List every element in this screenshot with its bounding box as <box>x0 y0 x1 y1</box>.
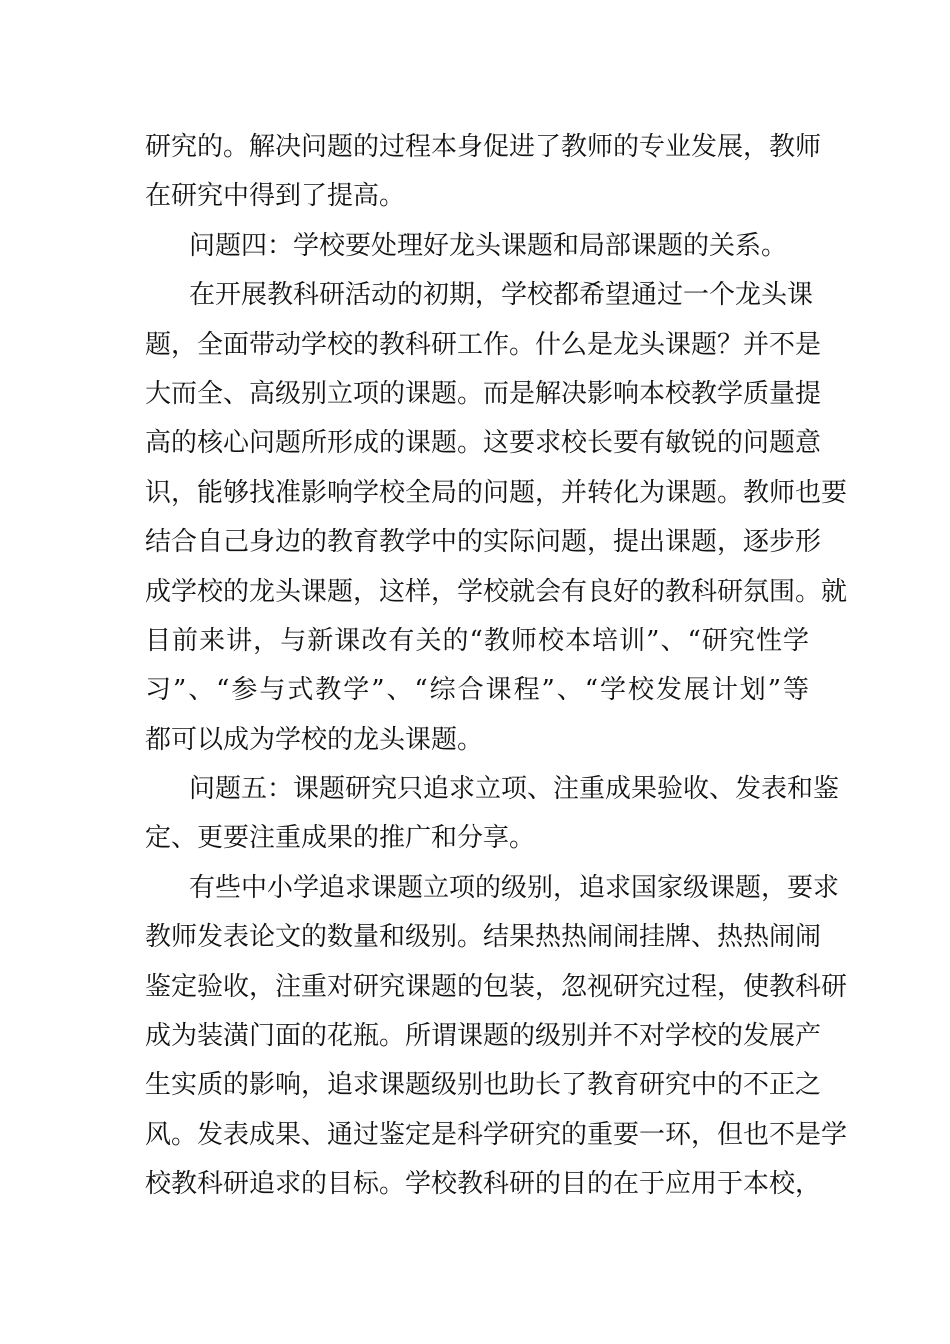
p3-line-4: 高的核心问题所形成的课题。这要求校长要有敏锐的问题意 <box>145 428 822 459</box>
p3-line-3: 大而全、高级别立项的课题。而是解决影响本校教学质量提 <box>145 378 822 409</box>
p3-line-2: 题，全面带动学校的教科研工作。什么是龙头课题？并不是 <box>145 329 822 360</box>
p1-line-2: 在研究中得到了提高。 <box>145 181 406 212</box>
p4-line-1: 问题五：课题研究只追求立项、注重成果验收、发表和鉴 <box>189 774 840 805</box>
p5-line-3: 鉴定验收，注重对研究课题的包装，忽视研究过程，使教科研 <box>145 971 848 1002</box>
p5-line-6: 风。发表成果、通过鉴定是科学研究的重要一环，但也不是学 <box>145 1119 848 1150</box>
p5-line-5: 生实质的影响，追求课题级别也助长了教育研究中的不正之 <box>145 1070 822 1101</box>
p5-line-1: 有些中小学追求课题立项的级别，追求国家级课题，要求 <box>189 872 840 903</box>
p5-line-2: 教师发表论文的数量和级别。结果热热闹闹挂牌、热热闹闹 <box>145 922 822 953</box>
p5-line-4: 成为装潢门面的花瓶。所谓课题的级别并不对学校的发展产 <box>145 1021 822 1052</box>
p3-line-9: 习”、“参与式教学”、“综合课程”、“学校发展计划”等 <box>145 675 809 706</box>
p3-line-7: 成学校的龙头课题，这样，学校就会有良好的教科研氛围。就 <box>145 576 848 607</box>
p3-line-1: 在开展教科研活动的初期，学校都希望通过一个龙头课 <box>189 280 814 311</box>
p2-heading-line: 问题四：学校要处理好龙头课题和局部课题的关系。 <box>189 230 788 261</box>
p3-line-6: 结合自己身边的教育教学中的实际问题，提出课题，逐步形 <box>145 527 822 558</box>
p4-line-2: 定、更要注重成果的推广和分享。 <box>145 823 536 854</box>
p3-line-10: 都可以成为学校的龙头课题。 <box>145 724 484 755</box>
p3-line-8: 目前来讲，与新课改有关的“教师校本培训”、“研究性学 <box>145 625 809 656</box>
p3-line-5: 识，能够找准影响学校全局的问题，并转化为课题。教师也要 <box>145 477 848 508</box>
p1-line-1: 研究的。解决问题的过程本身促进了教师的专业发展，教师 <box>145 132 822 162</box>
document-body <box>145 123 848 1210</box>
p5-line-7: 校教科研追求的目标。学校教科研的目的在于应用于本校， <box>145 1169 822 1200</box>
